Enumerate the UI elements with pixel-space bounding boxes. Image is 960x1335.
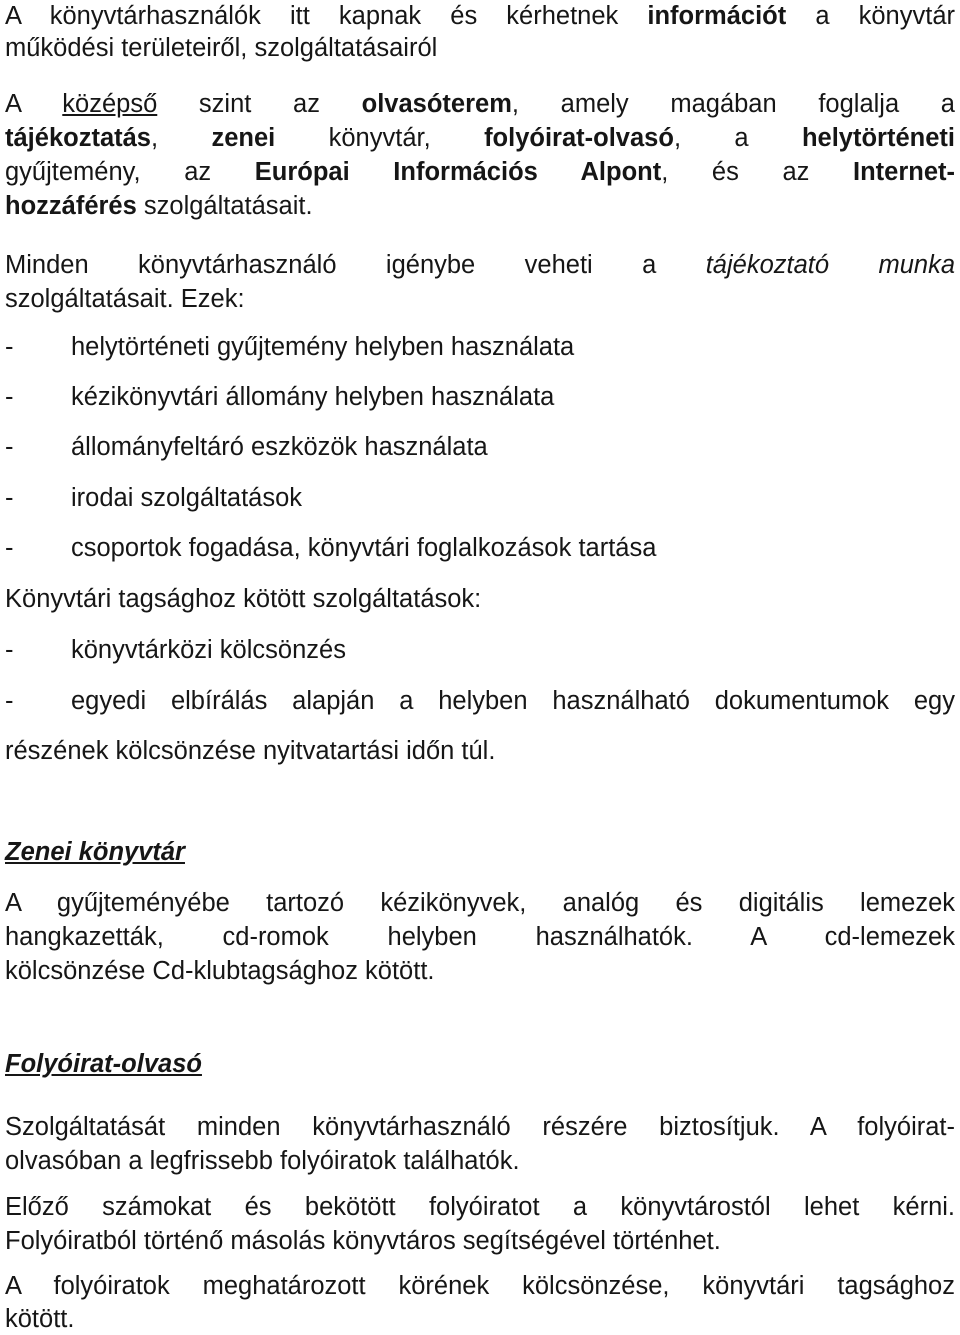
music-line: kölcsönzése Cd-klubtagsághoz kötött. bbox=[5, 957, 435, 985]
intro-line: Minden könyvtárhasználó igénybe veheti a tájékoztató munka bbox=[5, 251, 956, 279]
intro-line: szolgáltatásait. Ezek: bbox=[5, 285, 245, 313]
list-item: - könyvtárközi kölcsönzés bbox=[5, 636, 346, 664]
periodicals-line: Folyóiratból történő másolás könyvtáros segítségével történhet. bbox=[5, 1227, 721, 1255]
section-heading-periodicals: Folyóirat-olvasó bbox=[5, 1050, 202, 1078]
music-line: A gyűjteményébe tartozó kézikönyvek, analóg és digitális lemezek bbox=[5, 889, 955, 917]
list-item: - állományfeltáró eszközök használata bbox=[5, 433, 488, 461]
intro-line: tájékoztatás, zenei könyvtár, folyóirat-olvasó, a helytörténeti bbox=[5, 124, 955, 152]
list-item: - helytörténeti gyűjtemény helyben használata bbox=[5, 333, 575, 361]
list-item: - irodai szolgáltatások bbox=[5, 484, 303, 512]
list-item: - egyedi elbírálás alapján a helyben használható dokumentumok egy bbox=[5, 687, 955, 715]
intro-line: gyűjtemény, az Európai Információs Alpont, és az Internet- bbox=[5, 158, 956, 186]
member-services-title: Könyvtári tagsághoz kötött szolgáltatások: bbox=[5, 585, 482, 613]
periodicals-line: kötött. bbox=[5, 1305, 75, 1333]
intro-line: A könyvtárhasználók itt kapnak és kérhetnek információt a könyvtár bbox=[5, 2, 955, 30]
list-item: - csoportok fogadása, könyvtári foglalkozások tartása bbox=[5, 534, 657, 562]
list-item-continuation: részének kölcsönzése nyitvatartási időn túl. bbox=[5, 737, 496, 765]
intro-line: hozzáférés szolgáltatásait. bbox=[5, 192, 313, 220]
section-heading-music: Zenei könyvtár bbox=[5, 838, 185, 866]
periodicals-line: olvasóban a legfrissebb folyóiratok találhatók. bbox=[5, 1147, 520, 1175]
list-item: - kézikönyvtári állomány helyben használata bbox=[5, 383, 555, 411]
intro-line: A középső szint az olvasóterem, amely magában foglalja a bbox=[5, 90, 955, 118]
intro-line: működési területeiről, szolgáltatásairól bbox=[5, 34, 438, 62]
periodicals-line: A folyóiratok meghatározott körének kölcsönzése, könyvtári tagsághoz bbox=[5, 1272, 955, 1300]
periodicals-line: Szolgáltatását minden könyvtárhasználó részére biztosítjuk. A folyóirat- bbox=[5, 1113, 955, 1141]
periodicals-line: Előző számokat és bekötött folyóiratot a könyvtárostól lehet kérni. bbox=[5, 1193, 955, 1221]
music-line: hangkazetták, cd-romok helyben használhatók. A cd-lemezek bbox=[5, 923, 955, 951]
